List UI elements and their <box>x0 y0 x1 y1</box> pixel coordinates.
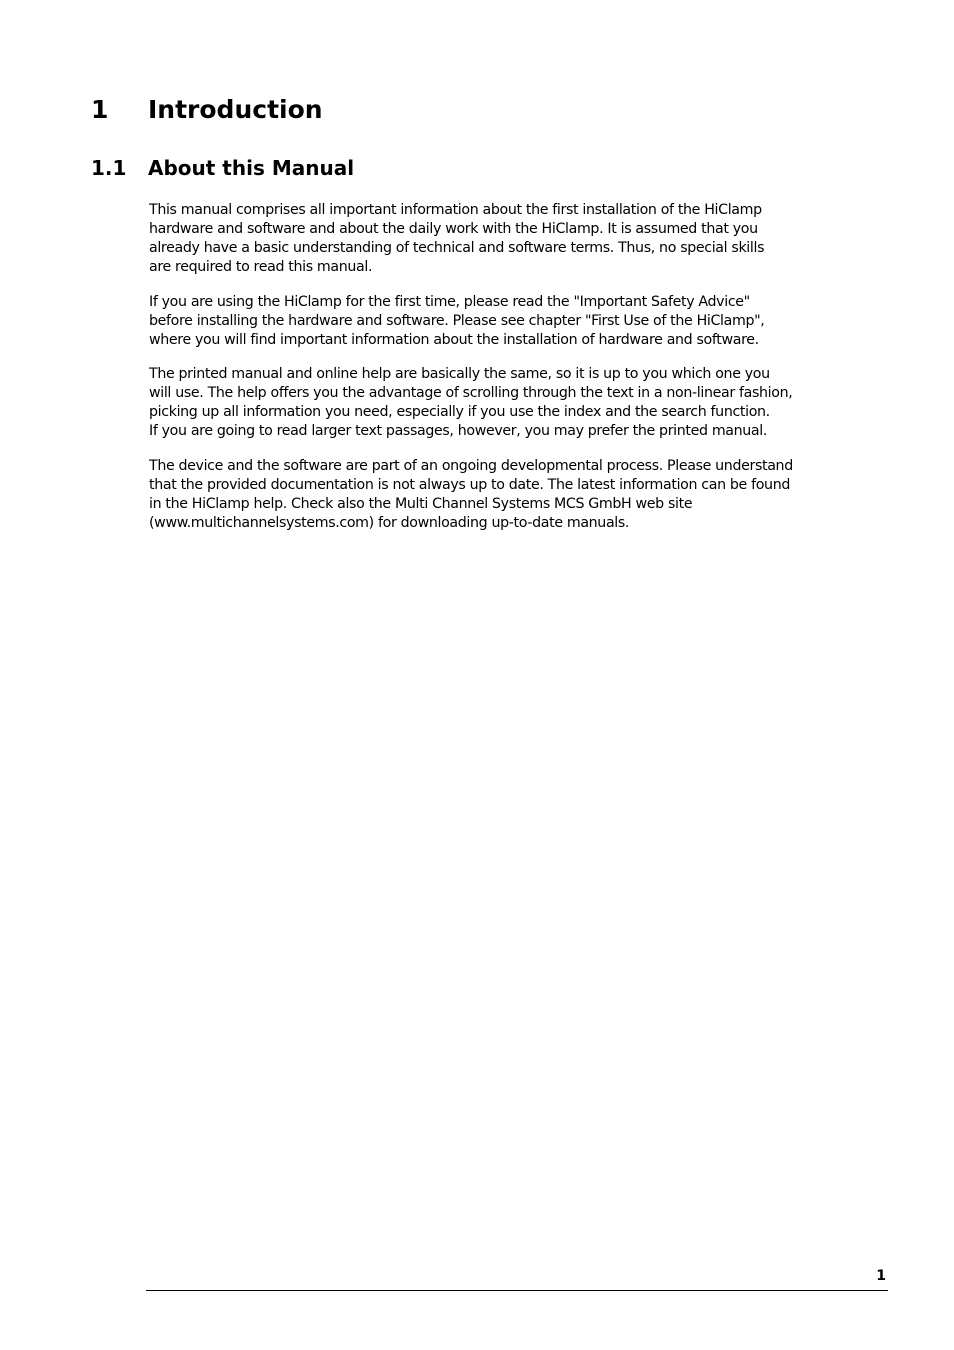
text-line: hardware and software and about the daily work with the HiClamp. It is assumed that you <box>149 221 758 237</box>
text-line: will use. The help offers you the advantage of scrolling through the text in a non-linear fashion, <box>149 385 793 401</box>
section-number: 1.1 <box>91 156 127 180</box>
text-line: This manual comprises all important information about the first installation of the HiClamp <box>149 202 762 218</box>
text-line: that the provided documentation is not always up to date. The latest information can be found <box>149 476 790 493</box>
page-number: 1 <box>876 1268 886 1284</box>
text-line: The printed manual and online help are basically the same, so it is up to you which one you <box>149 366 770 382</box>
paragraph-ongoing-development <box>149 457 889 533</box>
paragraph-manual-vs-help <box>149 365 889 441</box>
text-line: If you are going to read larger text passages, however, you may prefer the printed manual. <box>149 423 768 439</box>
chapter-number: 1 <box>91 95 109 124</box>
text-line: are required to read this manual. <box>149 259 373 275</box>
text-line: before installing the hardware and software. Please see chapter "First Use of the HiClamp", <box>149 312 765 329</box>
section-heading <box>91 154 354 182</box>
text-line: in the HiClamp help. Check also the Multi Channel Systems MCS GmbH web site <box>149 495 693 512</box>
paragraph-first-use <box>149 293 889 350</box>
footer-divider <box>146 1290 888 1291</box>
paragraph-about-manual <box>149 201 889 277</box>
text-line: already have a basic understanding of technical and software terms. Thus, no special skills <box>149 240 765 256</box>
chapter-title: Introduction <box>148 95 323 124</box>
chapter-heading <box>91 94 323 126</box>
text-line: If you are using the HiClamp for the first time, please read the "Important Safety Advice" <box>149 293 750 310</box>
text-line: picking up all information you need, especially if you use the index and the search function. <box>149 404 770 420</box>
section-title: About this Manual <box>148 156 355 180</box>
text-line: (www.multichannelsystems.com) for downloading up-to-date manuals. <box>149 514 630 531</box>
body-text <box>149 201 889 548</box>
text-line: where you will find important information about the installation of hardware and software. <box>149 331 759 348</box>
text-line: The device and the software are part of an ongoing developmental process. Please understand <box>149 457 793 474</box>
